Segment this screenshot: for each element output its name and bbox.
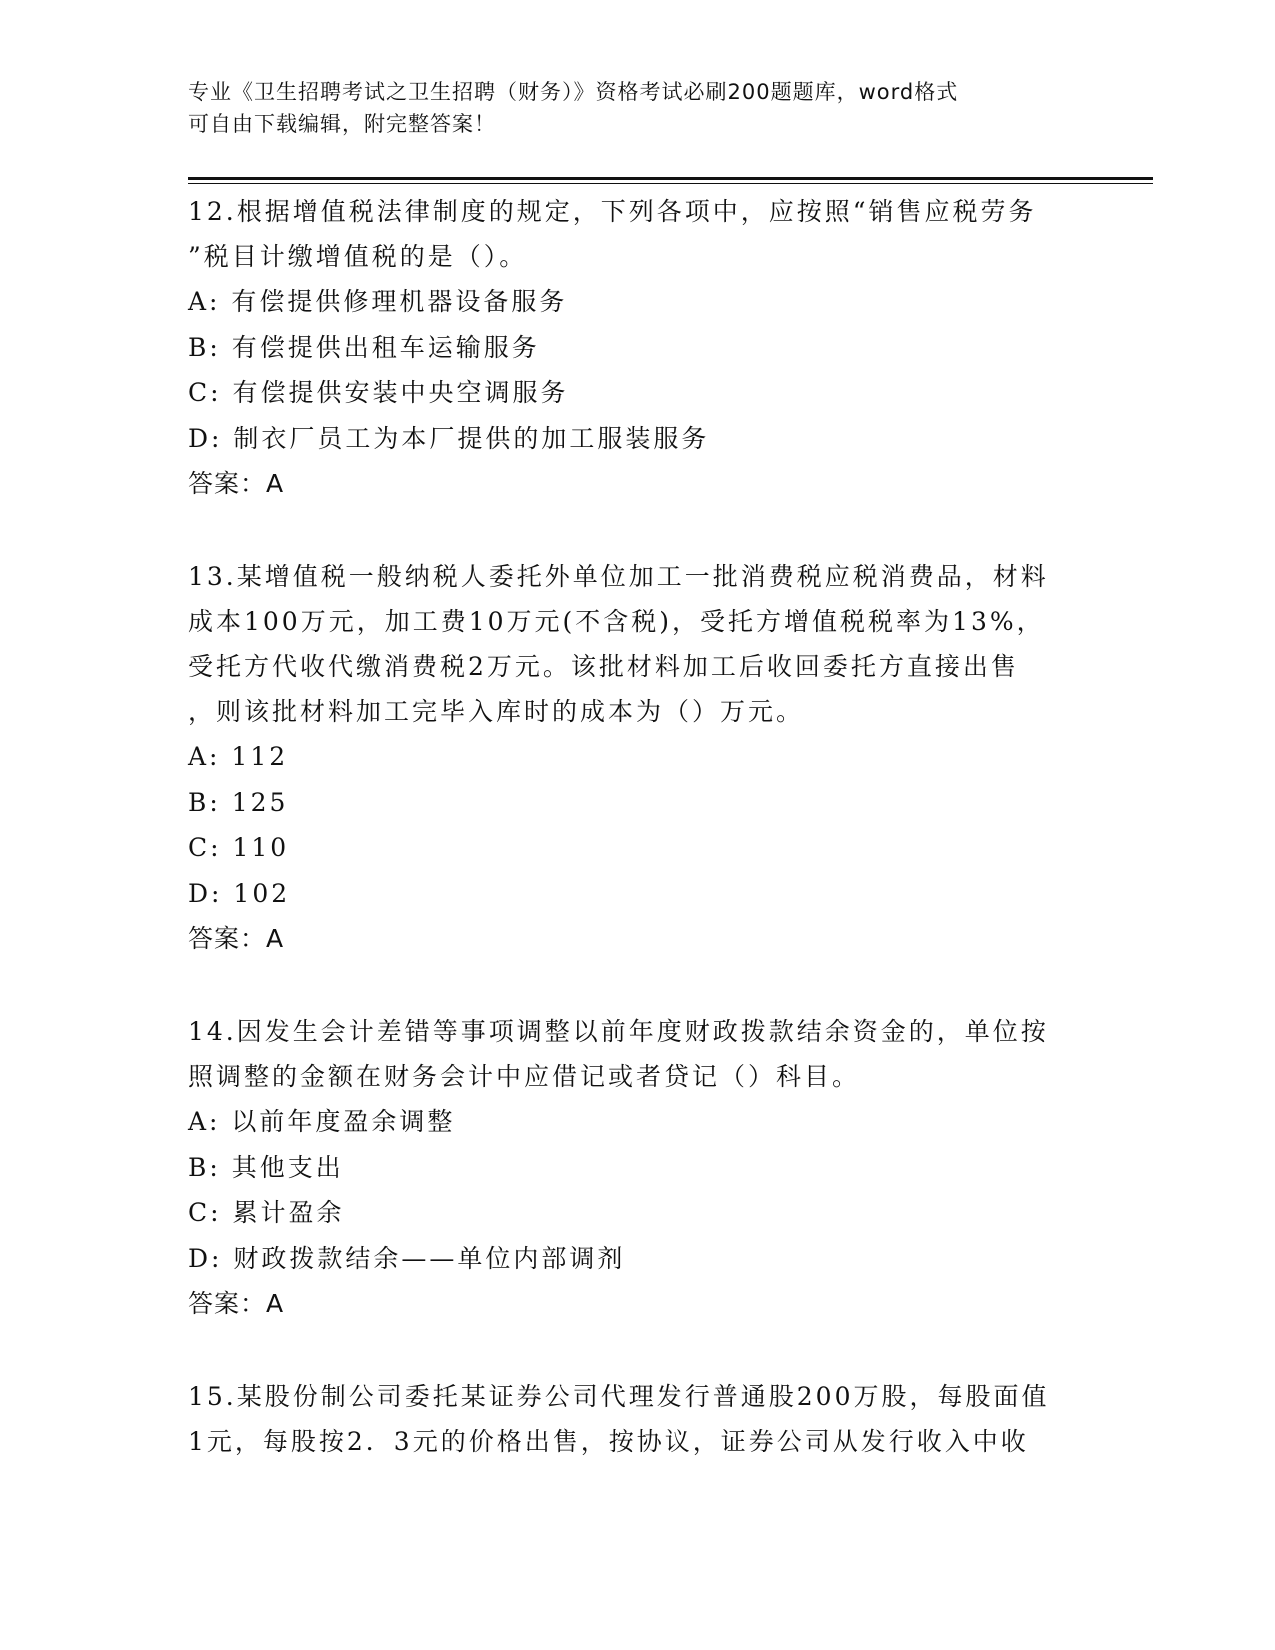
option-b: B: 其他支出 — [188, 1152, 344, 1182]
option-a: A: 112 — [188, 742, 289, 771]
question-stem — [188, 554, 1093, 734]
option-a: A: 以前年度盈余调整 — [188, 1107, 456, 1136]
option-d: D: 财政拨款结余——单位内部调剂 — [188, 1243, 626, 1273]
stem-line: 1元，每股按2．3元的价格出售，按协议，证券公司从发行收入中收 — [188, 1427, 1029, 1456]
stem-line: 照调整的金额在财务会计中应借记或者贷记（）科目。 — [188, 1062, 861, 1091]
stem-line: 13.某增值税一般纳税人委托外单位加工一批消费税应税消费品，材料 — [188, 562, 1049, 591]
header-divider-thick — [188, 177, 1153, 180]
question-15 — [188, 1374, 1093, 1464]
question-12 — [188, 189, 1093, 506]
header-line-1: 专业《卫生招聘考试之卫生招聘（财务）》资格考试必刷200题题库，word格式 — [188, 80, 959, 104]
stem-line: ，则该批材料加工完毕入库时的成本为（）万元。 — [188, 697, 805, 726]
header-divider-thin — [188, 183, 1153, 184]
option-d: D: 102 — [188, 878, 291, 908]
option-d: D: 制衣厂员工为本厂提供的加工服装服务 — [188, 423, 710, 453]
stem-line: 受托方代收代缴消费税2万元。该批材料加工后收回委托方直接出售 — [188, 652, 1019, 681]
answer-line: 答案：A — [188, 469, 285, 498]
question-stem — [188, 1374, 1093, 1464]
document-header — [188, 76, 1068, 140]
stem-line: ”税目计缴增值税的是（）。 — [188, 242, 528, 271]
option-b: B: 有偿提供出租车运输服务 — [188, 332, 540, 362]
option-b: B: 125 — [188, 787, 289, 817]
stem-line: 成本100万元，加工费10万元(不含税)，受托方增值税税率为13%， — [188, 607, 1045, 636]
option-c: C: 累计盈余 — [188, 1198, 345, 1227]
question-stem — [188, 189, 1093, 279]
stem-line: 12.根据增值税法律制度的规定，下列各项中，应按照“销售应税劳务 — [188, 197, 1037, 226]
header-line-2: 可自由下载编辑，附完整答案！ — [188, 112, 496, 136]
option-a: A: 有偿提供修理机器设备服务 — [188, 287, 568, 316]
question-stem — [188, 1009, 1093, 1099]
option-c: C: 有偿提供安装中央空调服务 — [188, 378, 569, 407]
question-13 — [188, 554, 1093, 961]
stem-line: 15.某股份制公司委托某证券公司代理发行普通股200万股，每股面值 — [188, 1382, 1050, 1411]
question-14 — [188, 1009, 1093, 1326]
answer-line: 答案：A — [188, 924, 285, 953]
option-c: C: 110 — [188, 833, 290, 862]
answer-line: 答案：A — [188, 1289, 285, 1318]
stem-line: 14.因发生会计差错等事项调整以前年度财政拨款结余资金的，单位按 — [188, 1017, 1049, 1046]
question-list — [188, 189, 1093, 1512]
